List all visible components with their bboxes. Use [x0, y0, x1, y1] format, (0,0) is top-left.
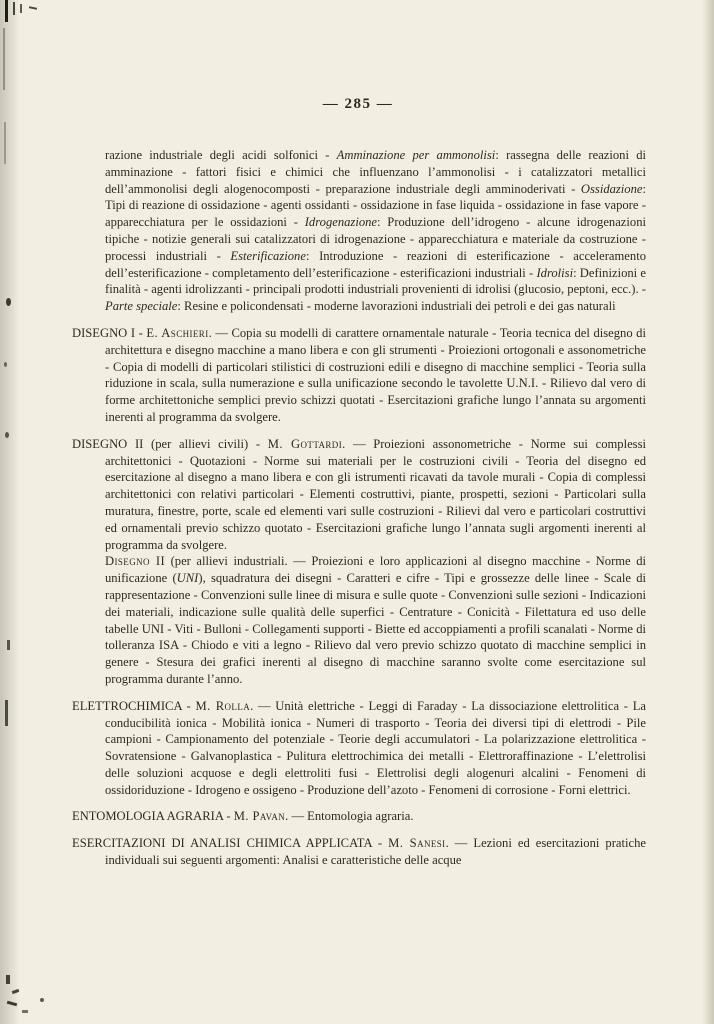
text-run: . — Proiezioni assonometriche - Norme sui complessi architettonici - Quotazioni - Norme sui materiali per le costruzioni civili - Teoria del disegno ed esercitazione al disegno a mano libera e con gli istrumenti ricavati da tavole murali - Copia di complessi architettonici con relativi particolari - Elementi costruttivi, piante, prospetti, sezioni - Particolari sulla muratura, finestre, porte, scale ed elementi vari sulle costruzioni - Rilievi dal vero e particolari costruttivi ed ornamentali previo schizzo quotato - Esercitazioni grafiche lungo l’annata sugli argomenti inerenti al programma da svolgere.	[105, 436, 646, 552]
italic-run: Parte speciale	[105, 299, 178, 314]
text-run: . — Lezioni ed esercitazioni pratiche individuali sui seguenti argomenti: Analisi e caratteristiche delle acque	[105, 836, 646, 868]
text-run: : Resine e policondensati - moderne lavorazioni industriali dei petroli e dei gas naturali	[177, 299, 616, 314]
text-run: ), squadratura dei disegni - Caratteri e cifre - Tipi e grossezze delle linee - Scale di rappresentazione - Convenzioni sulle linee di misura e sulle quote - Convenzioni sulle sezioni - Indicazioni dei materiali, indicazione sulle qualità delle superfici - Centrature - Conicità - Filettatura ed uso delle tabelle UNI - Viti - Bulloni - Collegamenti supporti - Biette ed accoppiamenti a profili scanalati - Norme di tolleranza ISA - Chiodo e viti a legno - Rilievo dal vero previo schizzo quotato di macchine semplici in genere - Stesura dei grafici inerenti al disegno di macchine saranno svolte come esercitazione sul programma durante l’anno.	[105, 571, 646, 686]
text-run: : rassegna delle reazioni di amminazione - fattori fisici e chimici che influenzano l’ammonolisi - i catalizzatori metallici dell’ammonolisi degli alogenocomposti - preparazione industriale degli amminoderivati -	[105, 148, 647, 196]
text-run: . — Unità elettriche - Leggi di Faraday - La dissociazione elettrolitica - La conducibilità ionica - Mobilità ionica - Numeri di trasporto - Teoria dei diversi tipi di elettrodi - Pile campioni - Campionamento del potenziale - Teorie degli accumulatori - La polarizzazione elettrolitica - Sovratensione - Galvanoplastica - Pulitura elettrochimica dei metalli - Elettroraffinazione - L’elettrolisi delle soluzioni acquose e degli elettroliti fusi - Elettrolisi degli alogenuri alcalini - Fenomeni di ossidoriduzione - Idrogeno e ossigeno - Produzione dell’azoto - Fenomeni di corrosione - Forni elettrici.	[105, 698, 646, 797]
italic-run: Idrolisi	[536, 265, 574, 280]
smallcaps-run: M. Rolla	[195, 698, 251, 713]
text-run: ESERCITAZIONI DI ANALISI CHIMICA APPLICATA -	[72, 836, 389, 851]
page-number: — 285 —	[322, 96, 394, 112]
italic-run: Amminazione per ammonolisi	[336, 148, 496, 162]
text-run: DISEGNO I -	[72, 325, 147, 340]
paragraph	[72, 698, 646, 799]
text-run: : Definizioni e finalità - agenti idrolizzanti - principali prodotti industriali provenienti di idrolisi (glucosio, peptoni, ecc.). -	[105, 265, 646, 297]
paragraph	[72, 553, 646, 687]
text-run: : Produzione dell’idrogeno - alcune idrogenazioni tipiche - notizie generali sui catalizzatori di idrogenazione - apparecchiatura e materiale da costruzione - processi industriali -	[105, 215, 646, 263]
italic-run: UNI	[176, 571, 199, 586]
page-edge-shadow	[702, 0, 714, 1024]
text-run: (per allievi industriali. — Proiezioni e loro applicazioni al disegno macchine - Norme di unificazione (	[105, 554, 646, 586]
text-run: razione industriale degli acidi solfonici -	[105, 148, 337, 162]
text-run: DISEGNO II (per allievi civili) -	[72, 436, 268, 451]
text-run: ENTOMOLOGIA AGRARIA -	[72, 809, 234, 824]
paragraph	[72, 325, 646, 426]
text-run: : Tipi di reazione di ossidazione - agenti ossidanti - ossidazione in fase liquida - ossidazione in fase vapore - apparecchiatura per le ossidazioni -	[105, 181, 646, 230]
smallcaps-run: M. Gottardi	[267, 436, 343, 451]
paragraph	[72, 147, 646, 315]
smallcaps-run: E. Aschieri	[146, 325, 209, 340]
paragraph	[72, 808, 646, 825]
text-run: ELETTROCHIMICA -	[72, 698, 196, 713]
smallcaps-run: Disegno II	[105, 554, 166, 569]
text-run: . — Entomologia agraria.	[285, 809, 414, 824]
italic-run: Idrogenazione	[304, 215, 378, 230]
smallcaps-run: M. Sanesi	[388, 836, 446, 851]
text-run: . — Copia su modelli di carattere ornamentale naturale - Teoria tecnica del disegno di architettura e disegno macchine a mano libera e con gli strumenti - Proiezioni ortogonali e assonometriche - Copia di modelli di particolari stilistici di costruzioni edili e disegno di macchine semplici - Teoria sulla riduzione in scala, sulla numerazione e sulla unificazione secondo le tavolette U.N.I. - Rilievo dal vero di forme architettoniche semplici previo schizzi quotati - Esercitazioni grafiche lungo l’annata su argomenti inerenti al programma da svolgere.	[105, 325, 646, 424]
italic-run: Ossidazione	[580, 181, 643, 196]
paragraph	[72, 436, 646, 554]
italic-run: Esterificazione	[230, 248, 306, 263]
text-run: : Introduzione - reazioni di esterificazione - acceleramento dell’esterificazione - completamento dell’esterificazione - esterificazioni industriali -	[105, 248, 646, 280]
paragraph	[72, 835, 646, 869]
binding-edge-shadow	[0, 0, 20, 1024]
smallcaps-run: M. Pavan	[233, 809, 286, 824]
page-text	[72, 147, 646, 879]
